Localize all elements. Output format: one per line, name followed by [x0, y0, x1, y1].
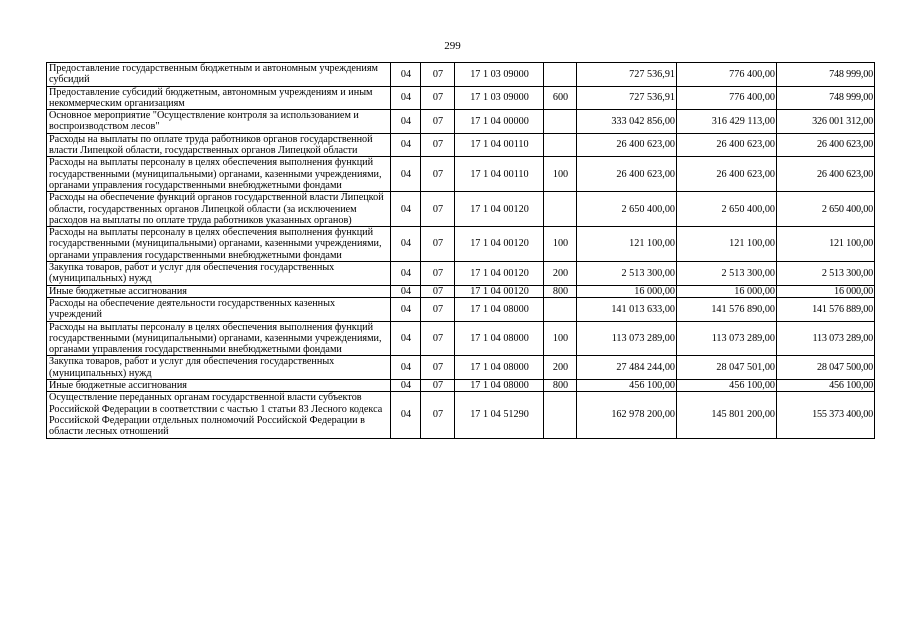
budget-table [46, 62, 875, 439]
expense-type-cell: 100 [544, 227, 577, 262]
row-name-cell: Предоставление государственным бюджетным и автономным учреждениям субсидий [47, 63, 391, 87]
row-name-cell: Закупка товаров, работ и услуг для обеспечения государственных (муниципальных) нужд [47, 356, 391, 380]
table-row [47, 157, 875, 192]
table-body [47, 63, 875, 439]
amount-year3-cell: 326 001 312,00 [777, 110, 875, 134]
expense-type-cell: 200 [544, 262, 577, 286]
amount-year2-cell: 113 073 289,00 [677, 321, 777, 356]
row-name-cell: Осуществление переданных органам государственной власти субъектов Российской Федерации в соответствии с частью 1 статьи 83 Лесного кодекса Российской Федерации отдельных полномочий Российской Федерации в области лесных отношений [47, 392, 391, 438]
amount-year1-cell: 333 042 856,00 [577, 110, 677, 134]
table-row [47, 86, 875, 110]
amount-year3-cell: 141 576 889,00 [777, 297, 875, 321]
target-article-cell: 17 1 04 00110 [455, 157, 544, 192]
target-article-cell: 17 1 04 00000 [455, 110, 544, 134]
amount-year2-cell: 2 513 300,00 [677, 262, 777, 286]
section-code-cell: 04 [391, 321, 421, 356]
table-row [47, 321, 875, 356]
section-code-cell: 04 [391, 356, 421, 380]
subsection-code-cell: 07 [421, 262, 455, 286]
subsection-code-cell: 07 [421, 63, 455, 87]
amount-year1-cell: 16 000,00 [577, 285, 677, 297]
subsection-code-cell: 07 [421, 356, 455, 380]
row-name-cell: Расходы на выплаты по оплате труда работников органов государственной власти Липецкой области, государственных органов Липецкой области [47, 133, 391, 157]
amount-year2-cell: 145 801 200,00 [677, 392, 777, 438]
section-code-cell: 04 [391, 380, 421, 392]
amount-year3-cell: 155 373 400,00 [777, 392, 875, 438]
section-code-cell: 04 [391, 63, 421, 87]
table-row [47, 297, 875, 321]
section-code-cell: 04 [391, 133, 421, 157]
amount-year1-cell: 2 650 400,00 [577, 192, 677, 227]
amount-year1-cell: 26 400 623,00 [577, 133, 677, 157]
expense-type-cell: 100 [544, 321, 577, 356]
amount-year2-cell: 141 576 890,00 [677, 297, 777, 321]
expense-type-cell: 800 [544, 285, 577, 297]
row-name-cell: Иные бюджетные ассигнования [47, 380, 391, 392]
amount-year3-cell: 2 513 300,00 [777, 262, 875, 286]
subsection-code-cell: 07 [421, 133, 455, 157]
expense-type-cell [544, 192, 577, 227]
section-code-cell: 04 [391, 285, 421, 297]
row-name-cell: Расходы на выплаты персоналу в целях обеспечения выполнения функций государственными (муниципальными) органами, казенными учреждениями, органами управления государственными внебюджетными фондами [47, 321, 391, 356]
table-row [47, 192, 875, 227]
page-number: 299 [444, 40, 461, 52]
amount-year3-cell: 26 400 623,00 [777, 157, 875, 192]
amount-year1-cell: 456 100,00 [577, 380, 677, 392]
target-article-cell: 17 1 04 00120 [455, 192, 544, 227]
subsection-code-cell: 07 [421, 157, 455, 192]
target-article-cell: 17 1 04 08000 [455, 297, 544, 321]
row-name-cell: Расходы на выплаты персоналу в целях обеспечения выполнения функций государственными (муниципальными) органами, казенными учреждениями, органами управления государственными внебюджетными фондами [47, 227, 391, 262]
section-code-cell: 04 [391, 227, 421, 262]
amount-year2-cell: 776 400,00 [677, 63, 777, 87]
amount-year3-cell: 121 100,00 [777, 227, 875, 262]
target-article-cell: 17 1 04 00110 [455, 133, 544, 157]
section-code-cell: 04 [391, 192, 421, 227]
amount-year1-cell: 113 073 289,00 [577, 321, 677, 356]
amount-year1-cell: 26 400 623,00 [577, 157, 677, 192]
expense-type-cell: 100 [544, 157, 577, 192]
table-row [47, 392, 875, 438]
amount-year2-cell: 28 047 501,00 [677, 356, 777, 380]
amount-year1-cell: 162 978 200,00 [577, 392, 677, 438]
amount-year1-cell: 727 536,91 [577, 86, 677, 110]
amount-year3-cell: 113 073 289,00 [777, 321, 875, 356]
target-article-cell: 17 1 04 00120 [455, 285, 544, 297]
amount-year2-cell: 121 100,00 [677, 227, 777, 262]
expense-type-cell [544, 297, 577, 321]
amount-year1-cell: 141 013 633,00 [577, 297, 677, 321]
amount-year2-cell: 2 650 400,00 [677, 192, 777, 227]
row-name-cell: Расходы на обеспечение деятельности государственных казенных учреждений [47, 297, 391, 321]
expense-type-cell: 800 [544, 380, 577, 392]
table-row [47, 227, 875, 262]
subsection-code-cell: 07 [421, 380, 455, 392]
subsection-code-cell: 07 [421, 297, 455, 321]
section-code-cell: 04 [391, 157, 421, 192]
amount-year3-cell: 748 999,00 [777, 63, 875, 87]
target-article-cell: 17 1 04 00120 [455, 262, 544, 286]
table-row [47, 356, 875, 380]
section-code-cell: 04 [391, 110, 421, 134]
subsection-code-cell: 07 [421, 392, 455, 438]
expense-type-cell [544, 133, 577, 157]
amount-year1-cell: 121 100,00 [577, 227, 677, 262]
subsection-code-cell: 07 [421, 227, 455, 262]
subsection-code-cell: 07 [421, 110, 455, 134]
amount-year2-cell: 776 400,00 [677, 86, 777, 110]
amount-year3-cell: 456 100,00 [777, 380, 875, 392]
target-article-cell: 17 1 04 08000 [455, 356, 544, 380]
expense-type-cell [544, 392, 577, 438]
target-article-cell: 17 1 03 09000 [455, 86, 544, 110]
section-code-cell: 04 [391, 86, 421, 110]
table-row [47, 262, 875, 286]
amount-year2-cell: 26 400 623,00 [677, 157, 777, 192]
expense-type-cell: 200 [544, 356, 577, 380]
subsection-code-cell: 07 [421, 321, 455, 356]
table-row [47, 380, 875, 392]
row-name-cell: Предоставление субсидий бюджетным, автономным учреждениям и иным некоммерческим организациям [47, 86, 391, 110]
section-code-cell: 04 [391, 262, 421, 286]
amount-year1-cell: 727 536,91 [577, 63, 677, 87]
table-row [47, 63, 875, 87]
row-name-cell: Расходы на выплаты персоналу в целях обеспечения выполнения функций государственными (муниципальными) органами, казенными учреждениями, органами управления государственными внебюджетными фондами [47, 157, 391, 192]
table-row [47, 285, 875, 297]
amount-year3-cell: 2 650 400,00 [777, 192, 875, 227]
section-code-cell: 04 [391, 297, 421, 321]
amount-year3-cell: 26 400 623,00 [777, 133, 875, 157]
target-article-cell: 17 1 04 08000 [455, 321, 544, 356]
subsection-code-cell: 07 [421, 86, 455, 110]
expense-type-cell [544, 63, 577, 87]
target-article-cell: 17 1 04 08000 [455, 380, 544, 392]
subsection-code-cell: 07 [421, 192, 455, 227]
amount-year2-cell: 456 100,00 [677, 380, 777, 392]
table-row [47, 110, 875, 134]
amount-year2-cell: 26 400 623,00 [677, 133, 777, 157]
amount-year1-cell: 27 484 244,00 [577, 356, 677, 380]
row-name-cell: Закупка товаров, работ и услуг для обеспечения государственных (муниципальных) нужд [47, 262, 391, 286]
row-name-cell: Иные бюджетные ассигнования [47, 285, 391, 297]
amount-year2-cell: 16 000,00 [677, 285, 777, 297]
subsection-code-cell: 07 [421, 285, 455, 297]
expense-type-cell: 600 [544, 86, 577, 110]
amount-year3-cell: 748 999,00 [777, 86, 875, 110]
target-article-cell: 17 1 04 00120 [455, 227, 544, 262]
section-code-cell: 04 [391, 392, 421, 438]
table-row [47, 133, 875, 157]
amount-year3-cell: 28 047 500,00 [777, 356, 875, 380]
amount-year2-cell: 316 429 113,00 [677, 110, 777, 134]
row-name-cell: Расходы на обеспечение функций органов государственной власти Липецкой области, государственных органов Липецкой области (за исключением расходов на выплаты по оплате труда работников указанных органов) [47, 192, 391, 227]
target-article-cell: 17 1 04 51290 [455, 392, 544, 438]
expense-type-cell [544, 110, 577, 134]
amount-year1-cell: 2 513 300,00 [577, 262, 677, 286]
target-article-cell: 17 1 03 09000 [455, 63, 544, 87]
amount-year3-cell: 16 000,00 [777, 285, 875, 297]
row-name-cell: Основное мероприятие "Осуществление контроля за использованием и воспроизводством лесов" [47, 110, 391, 134]
